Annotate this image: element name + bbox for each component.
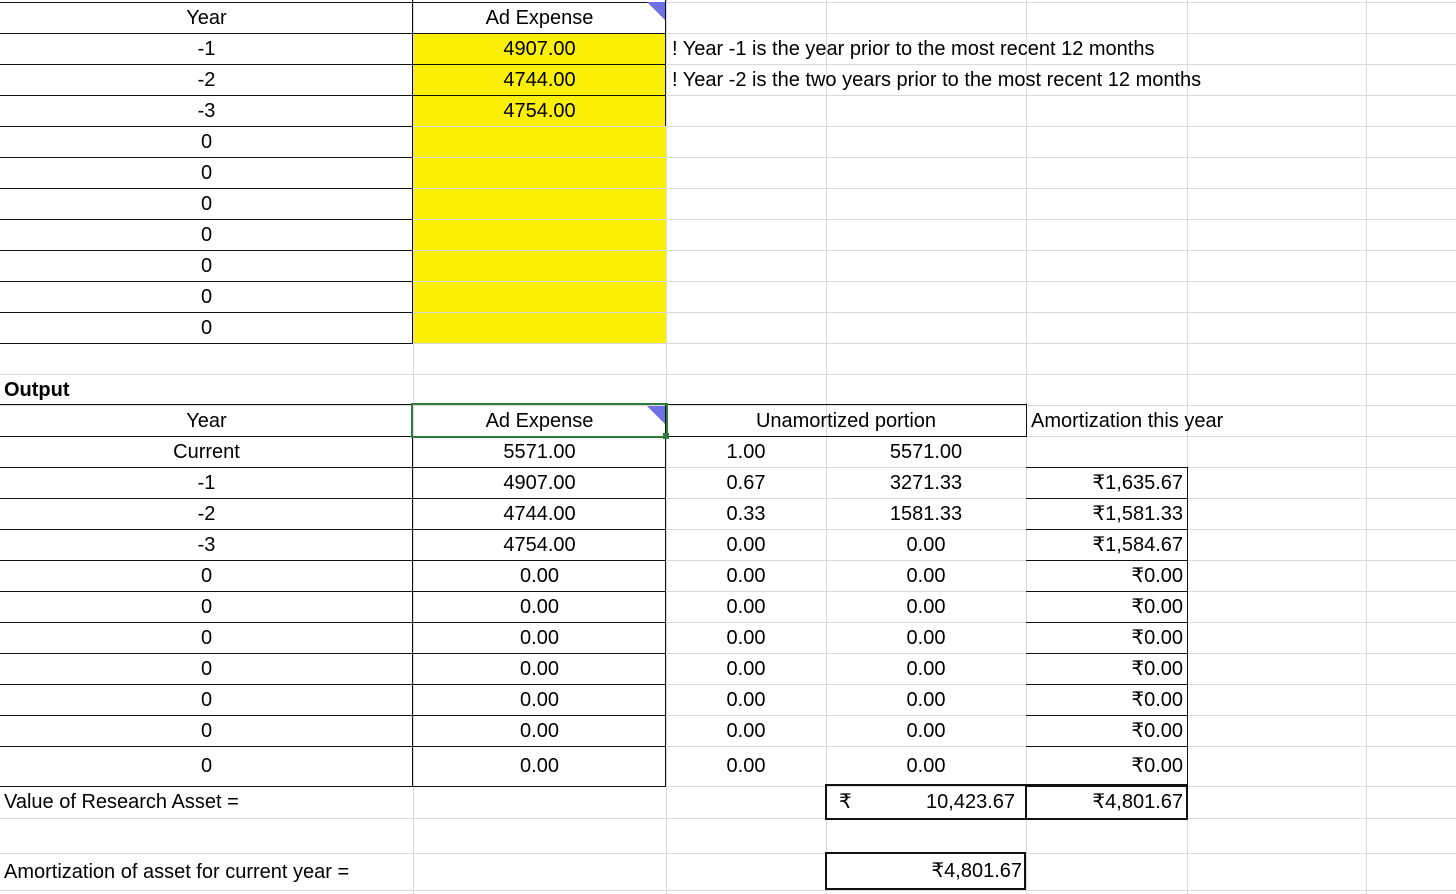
current-amortization-value[interactable]: ₹4,801.67 (931, 859, 1022, 882)
input-expense-cell[interactable]: 4754.00 (503, 99, 576, 122)
cell-border (825, 818, 1187, 820)
input-expense-cell[interactable] (413, 281, 666, 312)
note-year-minus-2[interactable]: ! Year -2 is the two years prior to the most recent 12 months (672, 68, 1202, 91)
output-fraction-cell[interactable]: 0.67 (726, 471, 766, 494)
output-unamortized-cell[interactable]: 0.00 (906, 533, 946, 556)
gridline (0, 818, 1456, 819)
note-year-minus-1[interactable]: ! Year -1 is the year prior to the most recent 12 months (672, 37, 1155, 60)
output-header-ad-expense[interactable]: Ad Expense (485, 409, 594, 432)
output-amortization-cell[interactable]: ₹1,635.67 (1092, 471, 1183, 494)
input-expense-cell[interactable] (413, 157, 666, 188)
output-amortization-cell[interactable]: ₹0.00 (1131, 688, 1183, 711)
output-expense-cell[interactable]: 0.00 (520, 564, 559, 587)
output-year-cell[interactable]: -2 (197, 502, 216, 525)
output-fraction-cell[interactable]: 0.00 (726, 755, 766, 777)
amortization-total-value[interactable]: ₹4,801.67 (1092, 791, 1183, 813)
output-year-cell[interactable]: 0 (200, 688, 213, 711)
output-fraction-cell[interactable]: 1.00 (726, 440, 766, 463)
output-expense-cell[interactable]: 0.00 (520, 755, 559, 777)
output-fraction-cell[interactable]: 0.33 (726, 502, 766, 525)
input-year-cell[interactable]: 0 (200, 130, 213, 153)
output-amortization-cell[interactable]: ₹0.00 (1131, 626, 1183, 649)
input-header-ad-expense[interactable]: Ad Expense (485, 6, 594, 29)
output-header-amortization[interactable]: Amortization this year (1031, 409, 1224, 432)
current-amortization-label[interactable]: Amortization of asset for current year = (4, 860, 350, 883)
gridline (0, 890, 1456, 891)
output-header-year[interactable]: Year (186, 409, 227, 432)
cell-border (0, 343, 413, 344)
output-unamortized-cell[interactable]: 0.00 (906, 564, 946, 587)
output-unamortized-cell[interactable]: 0.00 (906, 657, 946, 680)
output-unamortized-cell[interactable]: 3271.33 (889, 471, 963, 494)
cell-border (1187, 467, 1188, 786)
input-expense-cell[interactable] (413, 188, 666, 219)
input-year-cell[interactable]: -3 (197, 99, 216, 122)
output-amortization-cell[interactable]: ₹0.00 (1131, 719, 1183, 742)
output-expense-cell[interactable]: 0.00 (520, 719, 559, 742)
input-year-cell[interactable]: 0 (200, 192, 213, 215)
output-fraction-cell[interactable]: 0.00 (726, 595, 766, 618)
output-year-cell[interactable]: 0 (200, 755, 213, 777)
output-year-cell[interactable]: 0 (200, 657, 213, 680)
output-expense-cell[interactable]: 0.00 (520, 657, 559, 680)
output-fraction-cell[interactable]: 0.00 (726, 564, 766, 587)
output-unamortized-cell[interactable]: 0.00 (906, 688, 946, 711)
input-header-year[interactable]: Year (186, 6, 227, 29)
output-year-cell[interactable]: -1 (197, 471, 216, 494)
output-section-label[interactable]: Output (4, 378, 70, 401)
output-fraction-cell[interactable]: 0.00 (726, 626, 766, 649)
output-year-cell[interactable]: Current (173, 440, 240, 463)
output-fraction-cell[interactable]: 0.00 (726, 533, 766, 556)
output-amortization-cell[interactable]: ₹1,584.67 (1092, 533, 1183, 556)
output-fraction-cell[interactable]: 0.00 (726, 657, 766, 680)
output-unamortized-cell[interactable]: 0.00 (906, 595, 946, 618)
output-year-cell[interactable]: 0 (200, 626, 213, 649)
output-unamortized-cell[interactable]: 5571.00 (889, 440, 963, 463)
input-year-cell[interactable]: 0 (200, 316, 213, 339)
output-amortization-cell[interactable]: ₹0.00 (1131, 564, 1183, 587)
input-expense-cell[interactable]: 4907.00 (503, 37, 576, 60)
input-expense-cell[interactable] (413, 126, 666, 157)
comment-marker (647, 406, 665, 424)
cell-border (1024, 852, 1026, 890)
output-amortization-cell[interactable] (1026, 436, 1187, 467)
selected-cell[interactable] (411, 403, 668, 438)
input-year-cell[interactable]: -2 (197, 68, 216, 91)
cell-border (1186, 784, 1188, 820)
output-expense-cell[interactable]: 0.00 (520, 688, 559, 711)
research-asset-value[interactable]: 10,423.67 (926, 791, 1015, 813)
input-expense-cell[interactable]: 4744.00 (503, 68, 576, 91)
output-expense-cell[interactable]: 5571.00 (503, 440, 576, 463)
output-year-cell[interactable]: -3 (197, 533, 216, 556)
output-unamortized-cell[interactable]: 0.00 (906, 719, 946, 742)
input-year-cell[interactable]: 0 (200, 254, 213, 277)
output-amortization-cell[interactable]: ₹0.00 (1131, 657, 1183, 680)
output-header-unamortized[interactable]: Unamortized portion (755, 409, 937, 432)
input-year-cell[interactable]: -1 (197, 37, 216, 60)
output-unamortized-cell[interactable]: 0.00 (906, 755, 946, 777)
input-year-cell[interactable]: 0 (200, 285, 213, 308)
gridline (1366, 0, 1367, 894)
output-expense-cell[interactable]: 0.00 (520, 626, 559, 649)
output-year-cell[interactable]: 0 (200, 595, 213, 618)
output-expense-cell[interactable]: 4744.00 (503, 502, 576, 525)
output-fraction-cell[interactable]: 0.00 (726, 688, 766, 711)
input-expense-cell[interactable] (413, 250, 666, 281)
research-asset-currency[interactable]: ₹ (839, 791, 852, 813)
research-asset-label[interactable]: Value of Research Asset = (4, 791, 239, 813)
output-unamortized-cell[interactable]: 1581.33 (889, 502, 963, 525)
cell-border (825, 888, 1026, 890)
input-expense-cell[interactable] (413, 312, 666, 343)
output-expense-cell[interactable]: 4907.00 (503, 471, 576, 494)
output-year-cell[interactable]: 0 (200, 564, 213, 587)
output-year-cell[interactable]: 0 (200, 719, 213, 742)
output-expense-cell[interactable]: 0.00 (520, 595, 559, 618)
input-year-cell[interactable]: 0 (200, 161, 213, 184)
output-amortization-cell[interactable]: ₹0.00 (1131, 755, 1183, 777)
input-year-cell[interactable]: 0 (200, 223, 213, 246)
output-amortization-cell[interactable]: ₹1,581.33 (1092, 502, 1183, 525)
input-expense-cell[interactable] (413, 219, 666, 250)
output-expense-cell[interactable]: 4754.00 (503, 533, 576, 556)
output-amortization-cell[interactable]: ₹0.00 (1131, 595, 1183, 618)
output-unamortized-cell[interactable]: 0.00 (906, 626, 946, 649)
comment-marker (647, 2, 665, 20)
output-fraction-cell[interactable]: 0.00 (726, 719, 766, 742)
